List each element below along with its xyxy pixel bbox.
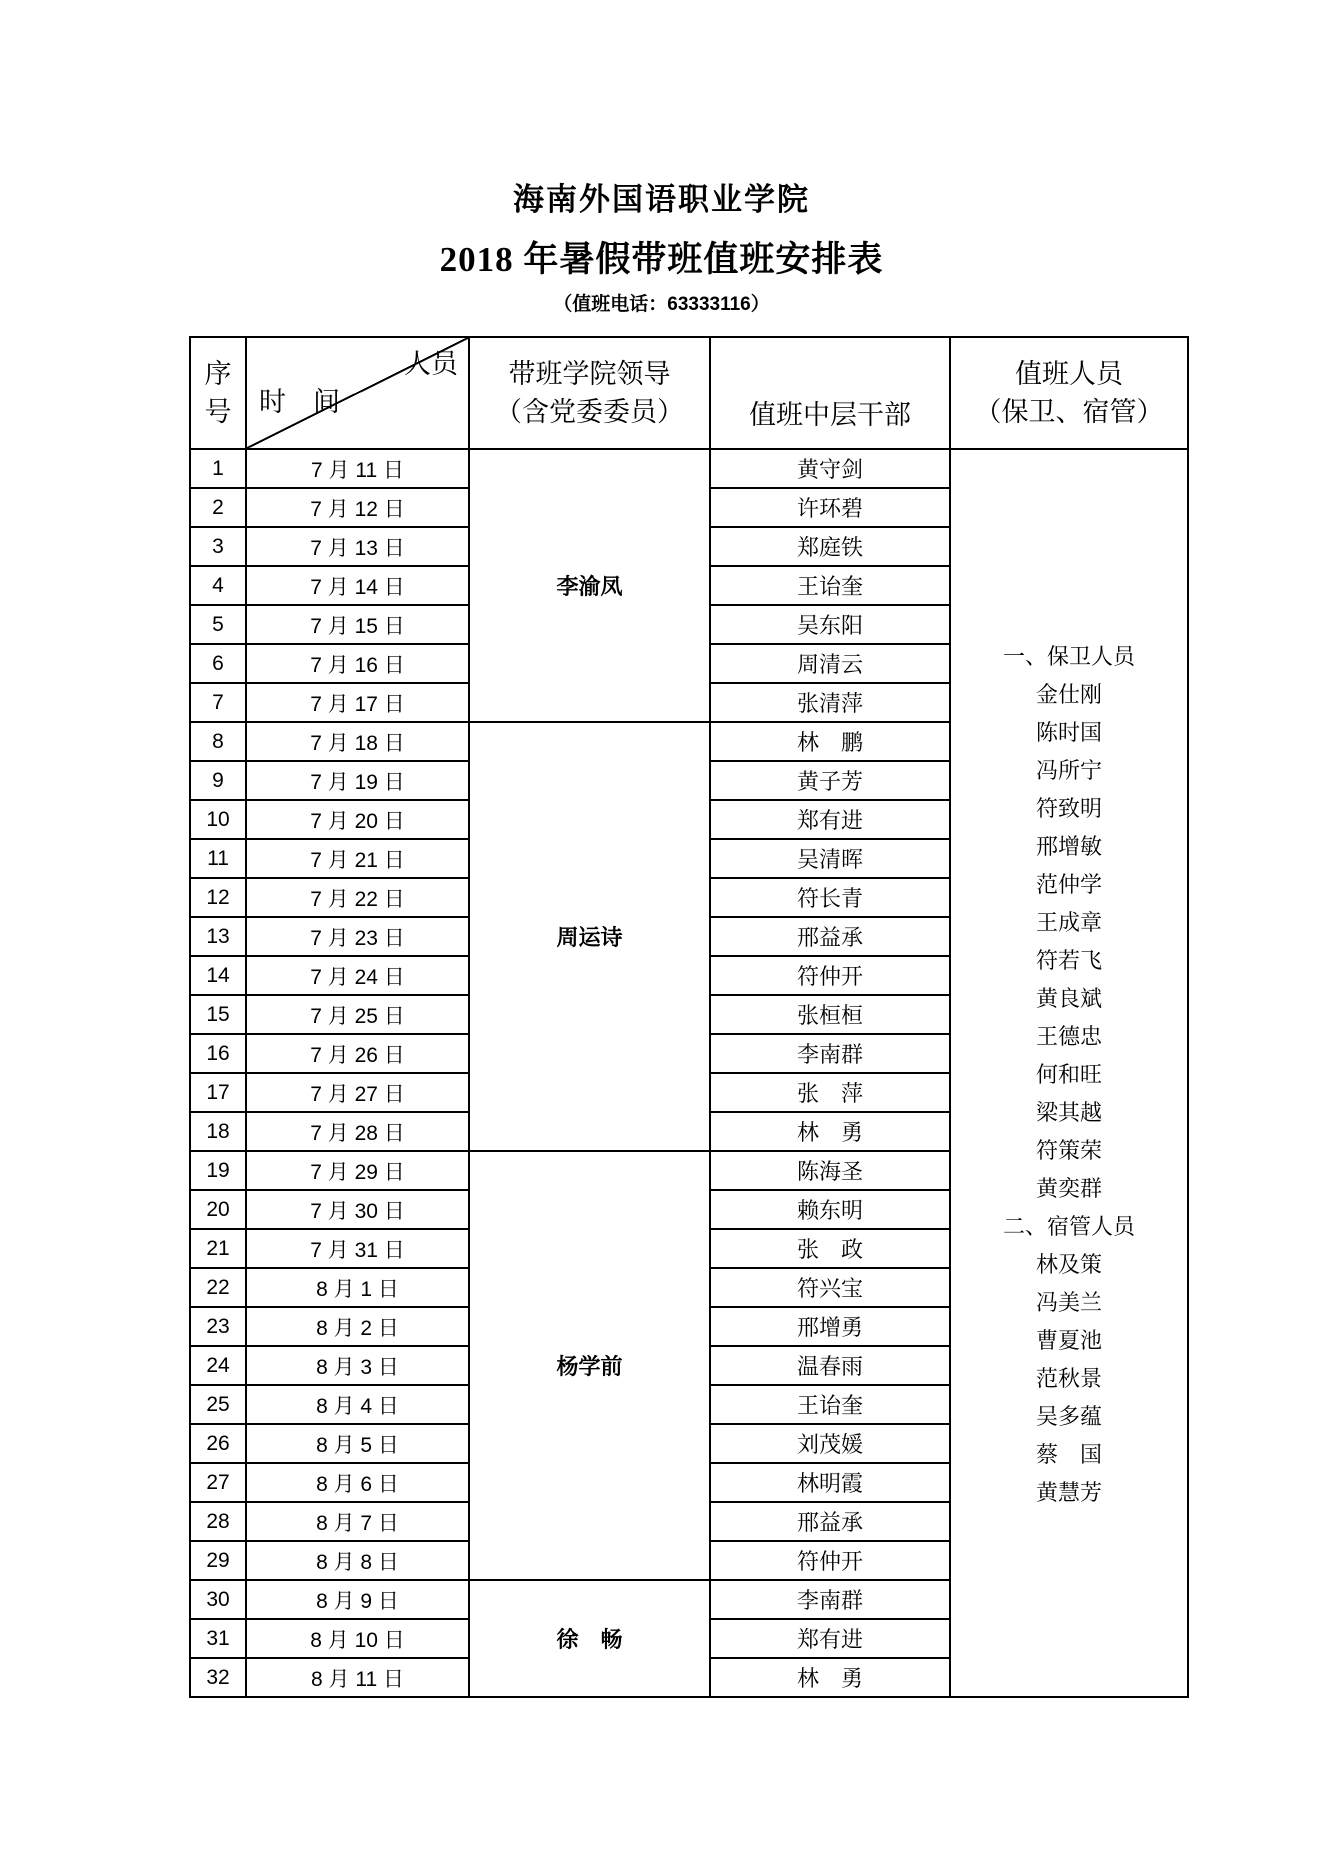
table-header-row (190, 337, 1188, 449)
duty-person-name: 邢增敏 (1035, 834, 1102, 859)
cadre-name-cell: 温春雨 (710, 1346, 950, 1385)
document-subtitle: 2018 年暑假带班值班安排表 (439, 240, 884, 279)
row-number-cell: 13 (190, 917, 246, 956)
header-index-line1: 序 (204, 359, 232, 389)
row-number-cell: 2 (190, 488, 246, 527)
duty-date-cell: 7 月 14 日 (246, 566, 469, 605)
duty-date-cell: 8 月 2 日 (246, 1307, 469, 1346)
duty-person-name: 范秋景 (1035, 1366, 1102, 1391)
cadre-name-cell: 张 政 (710, 1229, 950, 1268)
row-number-cell: 26 (190, 1424, 246, 1463)
cadre-name-cell: 张清萍 (710, 683, 950, 722)
duty-person-name: 林及策 (1035, 1252, 1102, 1277)
cadre-name-cell: 符兴宝 (710, 1268, 950, 1307)
row-number-cell: 16 (190, 1034, 246, 1073)
duty-person-name: 王成章 (1035, 910, 1102, 935)
header-cadre-label: 值班中层干部 (749, 399, 911, 430)
cadre-name-cell: 林明霞 (710, 1463, 950, 1502)
row-number-cell: 19 (190, 1151, 246, 1190)
duty-date-cell: 7 月 22 日 (246, 878, 469, 917)
row-number-cell: 9 (190, 761, 246, 800)
duty-date-cell: 8 月 7 日 (246, 1502, 469, 1541)
duty-person-name: 王德忠 (1035, 1024, 1102, 1049)
duty-date-cell: 8 月 11 日 (246, 1658, 469, 1697)
row-number-cell: 22 (190, 1268, 246, 1307)
duty-group1-title: 一、保卫人员 (1002, 644, 1135, 669)
duty-date-cell: 8 月 8 日 (246, 1541, 469, 1580)
row-number-cell: 3 (190, 527, 246, 566)
duty-personnel-list (951, 634, 1187, 1512)
duty-date-cell: 7 月 17 日 (246, 683, 469, 722)
duty-person-name: 吴多蕴 (1035, 1404, 1102, 1429)
duty-date-cell: 7 月 24 日 (246, 956, 469, 995)
header-index-cell (190, 337, 246, 449)
cadre-name-cell: 张 萍 (710, 1073, 950, 1112)
duty-date-cell: 7 月 23 日 (246, 917, 469, 956)
cadre-name-cell: 赖东明 (710, 1190, 950, 1229)
cadre-name-cell: 符长青 (710, 878, 950, 917)
duty-person-name: 陈时国 (1035, 720, 1102, 745)
cadre-name-cell: 郑有进 (710, 1619, 950, 1658)
duty-date-cell: 7 月 30 日 (246, 1190, 469, 1229)
row-number-cell: 20 (190, 1190, 246, 1229)
cadre-name-cell: 邢益承 (710, 1502, 950, 1541)
duty-person-name: 曹夏池 (1035, 1328, 1102, 1353)
header-leader-line2: （含党委委员） (495, 397, 684, 427)
header-duty-line2: （保卫、宿管） (974, 397, 1164, 427)
duty-personnel-cell (950, 449, 1188, 1697)
duty-date-cell: 7 月 25 日 (246, 995, 469, 1034)
header-duty-line1: 值班人员 (1015, 359, 1123, 389)
duty-person-name: 冯所宁 (1035, 758, 1102, 783)
schedule-table-head (190, 337, 1188, 449)
duty-date-cell: 7 月 27 日 (246, 1073, 469, 1112)
duty-person-name: 黄奕群 (1035, 1176, 1102, 1201)
cadre-name-cell: 吴清晖 (710, 839, 950, 878)
row-number-cell: 27 (190, 1463, 246, 1502)
row-number-cell: 8 (190, 722, 246, 761)
duty-date-cell: 7 月 21 日 (246, 839, 469, 878)
header-time-personnel-cell (246, 337, 469, 449)
row-number-cell: 30 (190, 1580, 246, 1619)
duty-person-name: 何和旺 (1035, 1062, 1102, 1087)
duty-date-cell: 7 月 20 日 (246, 800, 469, 839)
duty-person-name: 范仲学 (1035, 872, 1102, 897)
duty-date-cell: 8 月 10 日 (246, 1619, 469, 1658)
duty-date-cell: 8 月 5 日 (246, 1424, 469, 1463)
row-number-cell: 7 (190, 683, 246, 722)
leader-name-cell: 徐 畅 (469, 1580, 710, 1697)
duty-person-name: 冯美兰 (1035, 1290, 1102, 1315)
leader-name-cell: 周运诗 (469, 722, 710, 1151)
cadre-name-cell: 林 勇 (710, 1658, 950, 1697)
leader-name-cell: 杨学前 (469, 1151, 710, 1580)
duty-date-cell: 7 月 13 日 (246, 527, 469, 566)
duty-person-name: 符致明 (1035, 796, 1102, 821)
row-number-cell: 18 (190, 1112, 246, 1151)
duty-date-cell: 7 月 28 日 (246, 1112, 469, 1151)
duty-person-name: 蔡 国 (1035, 1442, 1102, 1467)
cadre-name-cell: 王诒奎 (710, 1385, 950, 1424)
cadre-name-cell: 黄守剑 (710, 449, 950, 488)
header-duty-cell (950, 337, 1188, 449)
header-leader-cell (469, 337, 710, 449)
cadre-name-cell: 郑庭铁 (710, 527, 950, 566)
duty-date-cell: 7 月 19 日 (246, 761, 469, 800)
cadre-name-cell: 王诒奎 (710, 566, 950, 605)
row-number-cell: 5 (190, 605, 246, 644)
cadre-name-cell: 林 鹏 (710, 722, 950, 761)
header-cadre-cell (710, 337, 950, 449)
cadre-name-cell: 黄子芳 (710, 761, 950, 800)
header-personnel-label: 人员 (404, 349, 458, 379)
cadre-name-cell: 周清云 (710, 644, 950, 683)
cadre-name-cell: 邢增勇 (710, 1307, 950, 1346)
duty-date-cell: 7 月 15 日 (246, 605, 469, 644)
duty-date-cell: 7 月 11 日 (246, 449, 469, 488)
duty-schedule-table (189, 336, 1189, 1698)
row-number-cell: 14 (190, 956, 246, 995)
header-leader-line1: 带班学院领导 (508, 359, 671, 389)
duty-person-name: 黄良斌 (1035, 986, 1102, 1011)
duty-date-cell: 8 月 1 日 (246, 1268, 469, 1307)
cadre-name-cell: 吴东阳 (710, 605, 950, 644)
cadre-name-cell: 刘茂媛 (710, 1424, 950, 1463)
row-number-cell: 17 (190, 1073, 246, 1112)
cadre-name-cell: 郑有进 (710, 800, 950, 839)
duty-date-cell: 7 月 18 日 (246, 722, 469, 761)
duty-person-name: 符若飞 (1035, 948, 1102, 973)
duty-date-cell: 7 月 16 日 (246, 644, 469, 683)
row-number-cell: 1 (190, 449, 246, 488)
row-number-cell: 21 (190, 1229, 246, 1268)
header-time-label: 时 间 (259, 387, 340, 417)
cadre-name-cell: 许环碧 (710, 488, 950, 527)
schedule-table-body (190, 449, 1188, 1697)
row-number-cell: 28 (190, 1502, 246, 1541)
duty-person-name: 金仕刚 (1035, 682, 1102, 707)
duty-date-cell: 7 月 29 日 (246, 1151, 469, 1190)
cadre-name-cell: 陈海圣 (710, 1151, 950, 1190)
document-title: 海南外国语职业学院 (513, 182, 810, 217)
duty-date-cell: 8 月 3 日 (246, 1346, 469, 1385)
row-number-cell: 29 (190, 1541, 246, 1580)
leader-name-cell: 李渝凤 (469, 449, 710, 722)
row-number-cell: 15 (190, 995, 246, 1034)
row-number-cell: 25 (190, 1385, 246, 1424)
duty-phone-note: （值班电话：63333116） (553, 294, 770, 315)
cadre-name-cell: 李南群 (710, 1580, 950, 1619)
cadre-name-cell: 邢益承 (710, 917, 950, 956)
duty-group2-title: 二、宿管人员 (1002, 1214, 1135, 1239)
duty-person-name: 梁其越 (1035, 1100, 1102, 1125)
cadre-name-cell: 符仲开 (710, 956, 950, 995)
duty-date-cell: 8 月 9 日 (246, 1580, 469, 1619)
duty-person-name: 黄慧芳 (1035, 1480, 1102, 1505)
row-number-cell: 24 (190, 1346, 246, 1385)
duty-date-cell: 7 月 26 日 (246, 1034, 469, 1073)
cadre-name-cell: 符仲开 (710, 1541, 950, 1580)
row-number-cell: 32 (190, 1658, 246, 1697)
cadre-name-cell: 张桓桓 (710, 995, 950, 1034)
row-number-cell: 12 (190, 878, 246, 917)
row-number-cell: 23 (190, 1307, 246, 1346)
cadre-name-cell: 林 勇 (710, 1112, 950, 1151)
header-index-line2: 号 (204, 397, 232, 427)
row-number-cell: 11 (190, 839, 246, 878)
duty-date-cell: 8 月 4 日 (246, 1385, 469, 1424)
row-number-cell: 6 (190, 644, 246, 683)
duty-date-cell: 7 月 31 日 (246, 1229, 469, 1268)
row-number-cell: 10 (190, 800, 246, 839)
table-row (190, 449, 1188, 488)
row-number-cell: 31 (190, 1619, 246, 1658)
duty-date-cell: 7 月 12 日 (246, 488, 469, 527)
row-number-cell: 4 (190, 566, 246, 605)
cadre-name-cell: 李南群 (710, 1034, 950, 1073)
duty-person-name: 符策荣 (1035, 1138, 1102, 1163)
duty-date-cell: 8 月 6 日 (246, 1463, 469, 1502)
